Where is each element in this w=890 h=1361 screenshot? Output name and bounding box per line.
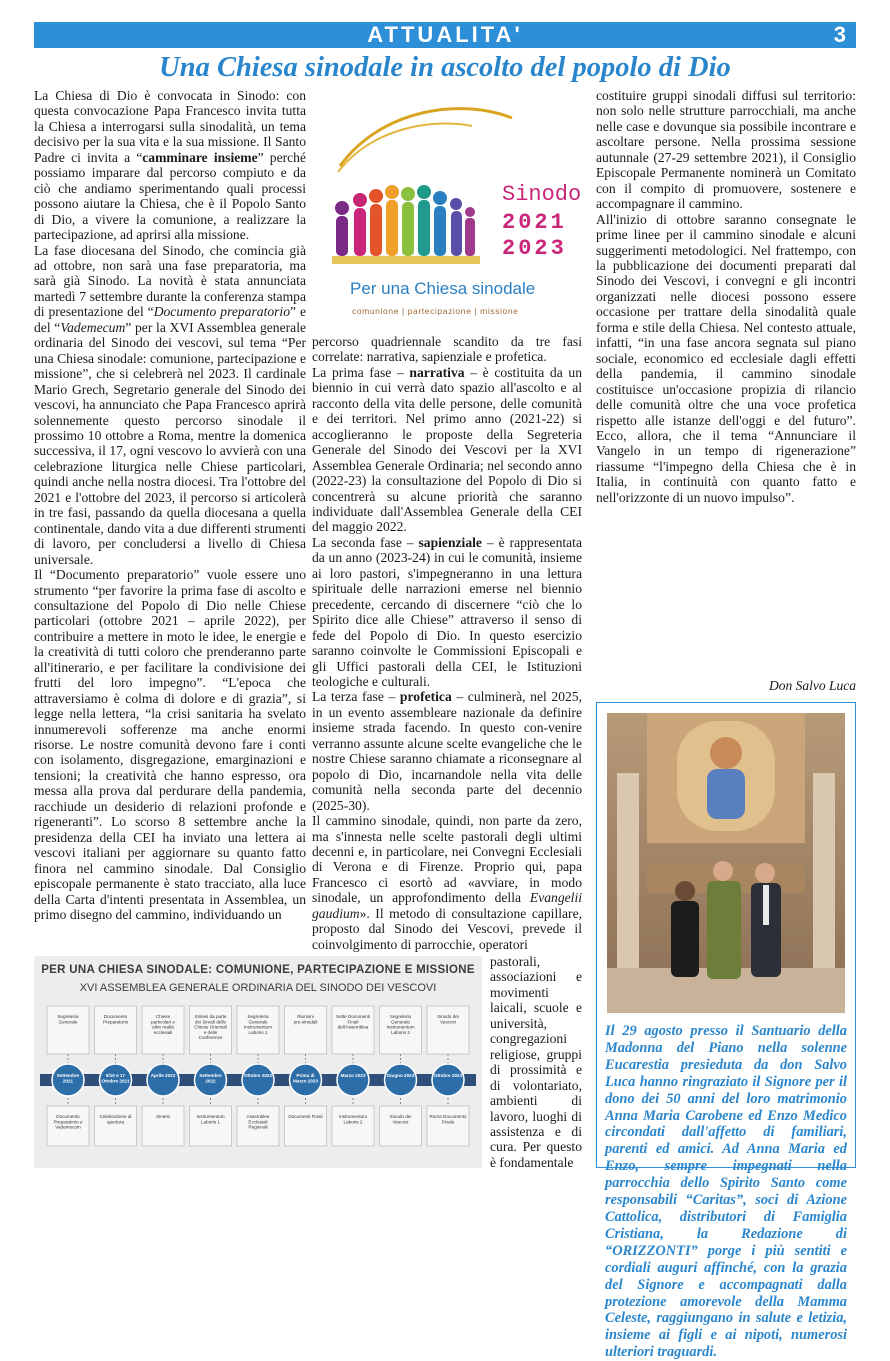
timeline-output-label: Assemblee Ecclesiali Regionali xyxy=(246,1114,270,1130)
section-header-bar xyxy=(34,22,856,48)
church-photo-graphic xyxy=(607,713,845,1013)
timeline-date-marker xyxy=(432,1064,464,1096)
timeline-output-card xyxy=(95,1106,137,1146)
article-headline: Una Chiesa sinodale in ascolto del popolo di Dio xyxy=(159,52,731,83)
logo-year-start: 2021 xyxy=(502,210,567,235)
section-title: ATTUALITA' xyxy=(367,22,523,47)
anniversary-photo xyxy=(607,713,845,1013)
timeline-output-label: Roma Documento Finale xyxy=(429,1114,467,1125)
synod-timeline-infographic xyxy=(34,956,482,1168)
timeline-output-card xyxy=(190,1106,232,1146)
logo-word: Sinodo xyxy=(502,182,582,207)
paragraph: La prima fase – narrativa – è costituita da un biennio in cui verrà dato spazio all'ascolto e al racconto della vita delle persone, delle comunità e dei territori. Nel primo anno (2021-22) si accoglieranno le proposte della Segreteria Generale del Sinodo dei Vescovi per la XVI Assemblea Generale Ordinaria; nel secondo anno (2022-23) la consultazione del Popolo di Dio si concentrerà su alcune priorità che saranno individuate dall'Assemblea Generale della CEI del maggio 2022. xyxy=(312,364,582,535)
sinodo-logo-graphic xyxy=(312,88,582,328)
timeline-step-label: Segreteria Generale Instrumentum Laboris 1 xyxy=(243,1014,273,1035)
timeline-step-label: Sette Documenti Finali dell'Assemblea xyxy=(336,1014,370,1030)
paragraph: La Chiesa di Dio è convocata in Sinodo: con questa convocazione Papa Francesco invita tutta la Chiesa a interrogarsi sulla sinodalità, un tema decisivo per la sua vita e la sua missione. Il Santo Padre ci invita a “camminare insieme” perché possiamo imparare dal percorso compiuto e da ciò che andiamo sperimentando quali processi possono aiutare la Chiesa, che è il Popolo Santo di Dio, a vivere la comunione, a realizzare la partecipazione, ad aprirsi alla missione. xyxy=(34,88,306,243)
timeline-date-label: Marzo 2023 xyxy=(340,1073,366,1078)
timeline-output-label: Instrumentum Laboris 2 xyxy=(338,1114,368,1125)
timeline-step-label: Sinodo dei Vescovi xyxy=(437,1014,459,1025)
logo-subtitle: comunione | partecipazione | missione xyxy=(352,306,519,316)
timeline-date-marker xyxy=(337,1064,369,1096)
paragraph: La fase diocesana del Sinodo, che comincia già ad ottobre, non sarà una fase preparatoria, ma sarà già Sinodo. La novità è stata annunciata martedì 7 settembre durante la conferenza stampa di presentazione del “Documento preparatorio” e del “Vademecum” per la XVI Assemblea generale ordinaria del Sinodo dei vescovi, sul tema “Per una Chiesa sinodale: comunione, partecipazione e missione”, che si celebrerà nel 2023. Il cardinale Mario Grech, Segretario generale del Sinodo dei vescovi, ha annunciato che Papa Francesco aprirà solennemente questo percorso sinodale il prossimo 10 ottobre a Roma, mentre la domenica successiva, il 17, ogni vescovo lo avvierà con una celebrazione liturgica nelle Chiese particolari, quindi anche nella nostra diocesi. Tra l'ottobre del 2021 e l'ottobre del 2023, il percorso si articolerà in tre fasi, passando da quella diocesana a quella continentale, dando vita a due differenti strumenti di lavoro, per concludersi a livello di Chiesa universale. xyxy=(34,242,306,567)
timeline-output-label: Sinodo dei Vescovi xyxy=(389,1114,412,1125)
timeline-date-label: Settembre 2021 xyxy=(56,1073,80,1084)
paragraph: Il “Documento preparatorio” vuole essere uno strumento “per favorire la prima fase di ascolto e consultazione del Popolo di Dio nelle Chiese particolari (ottobre 2021 – aprile 2022), per contribuire a mettere in moto le idee, le energie e la creatività di tutti coloro che prenderanno parte all'itinerario, e per facilitare la condivisione dei frutti del loro impegno”. “L'epoca che attraversiamo è colma di dolore e di grazia”, si legge nella lettera, “la crisi sanitaria ha svelato innumerevoli sofferenze ma anche enormi risorse. Le nostre comunità devono fare i conti con isolamento, disgregazione, emarginazioni e tensioni; la creatività che hanno espresso, ora messa alla prova dal perdurare della pandemia, racchiude un desiderio di relazioni profonde e rigeneranti”. Lo scorso 8 settembre anche la presidenza della CEI ha inviato una lettera ai vescovi italiani per aggiornare su quanto fatto finora nel cammino sinodale. Dal Consiglio episcopale permanente è stato tracciato, alla luce della Carta d'intenti presentata in Assemblea, un primo disegno del cammino, individuando un xyxy=(34,567,306,923)
timeline-date-marker xyxy=(242,1064,274,1096)
paragraph: La terza fase – profetica – culminerà, nel 2025, in un evento assembleare nazionale da definire insieme strada facendo. In questo con-venire verranno assunte alcune scelte evangeliche che le nostre Chiese saranno chiamate a riconsegnare al popolo di Dio, incarnandole nella vita delle comunità nella seconda parte del decennio (2025-30). xyxy=(312,689,582,813)
timeline-step-label: Documento Preparatorio xyxy=(102,1014,129,1025)
timeline-date-marker xyxy=(385,1064,417,1096)
timeline-step-label: Segreteria Generale Instrumentum Laboris 2 xyxy=(386,1014,415,1035)
paragraph: costituire gruppi sinodali diffusi sul territorio: non solo nelle strutture parrocchiali, ma anche nelle case e dovunque sia possibile incontrare e ascoltare persone. Nella prossima sessione autunnale (27-29 settembre 2021), il Consiglio Episcopale Permanente nominerà un Comitato con il compito di promuovere, sostenere e accompagnare il cammino. xyxy=(596,88,856,212)
timeline-date-label: Settembre 2022 xyxy=(199,1073,222,1084)
paragraph: pastorali, associazioni e movimenti laicali, scuole e università, congregazioni religiose, gruppi di prossimità e di volontariato, ambienti di lavoro, luoghi di assistenza e di cura. Per questo è fondamentale xyxy=(490,954,582,1170)
timeline-date-label: 9/10 e 17 Ottobre 2021 xyxy=(101,1073,130,1084)
photo-caption: Il 29 agosto presso il Santuario della Madonna del Piano nella solenne Eucarestia presieduta da don Salvo Luca hanno ringraziato il Signore per il dono dei 50 anni del loro matrimonio Anna Maria Carobene ed Enzo Medico circondati dall'affetto di familiari, parenti ed amici. Ad Anna Maria ed Enzo, sempre impegnati nella parrocchia dello Spirito Santo come responsabili “Caritas”, soci di Azione Cattolica, distributori di Famiglia Cristiana, la Redazione di “ORIZZONTI” porge i più sentiti e cordiali auguri affinché, con la grazia del Signore e accompagnati dalla protezione amorevole della Mamma Celeste, raggiungano in salute e letizia, insieme ai figli e ai nipoti, numerosi ulteriori traguardi. xyxy=(605,1023,847,1361)
timeline-date-label: Ottobre 2022 xyxy=(243,1073,273,1078)
timeline-output-card xyxy=(427,1106,469,1146)
timeline-output-card xyxy=(285,1106,327,1146)
paragraph: percorso quadriennale scandito da tre fasi correlate: narrativa, sapienziale e profetica. xyxy=(312,334,582,365)
timeline-output-card xyxy=(332,1106,374,1146)
timeline-date-marker xyxy=(147,1064,179,1096)
paragraph: La seconda fase – sapienziale – è rappresentata da un anno (2023-24) in cui le comunità, insieme ai loro pastori, s'impegneranno in una lettura spirituale delle narrazioni emerse nel biennio precedente, cercando di discernere “ciò che lo Spirito dice alle Chiese” attraverso il senso di fede del Popolo di Dio. In questo esercizio saranno coinvolte le Commissioni Episcopali e gli Uffici pastorali della CEI, le Istituzioni teologiche e culturali. xyxy=(312,534,582,689)
sinodo-logo xyxy=(312,88,582,328)
timeline-output-label: Celebrazione di apertura xyxy=(99,1114,132,1125)
paragraph: All'inizio di ottobre saranno consegnate le prime linee per il cammino sinodale e alcuni suggerimenti metodologici. Nel frattempo, con la pubblicazione dei documenti preparati dal Sinodo dei Vescovi, i convegni e gli incontri organizzati nelle diocesi possono essere occasione per trattare della sinodalità quale forma e stile della Chiesa. Nel contesto attuale, infatti, “in una fase ancora segnata sul piano sociale, economico ed ecclesiale dagli effetti della pandemia, il cammino sinodale costituisce un'occasione propizia di rilancio delle comunità oltre che una voce profetica rispetto alle istanze dell'oggi e del futuro”. Ecco, allora, che il tema “Annunciare il Vangelo in un tempo di rigenerazione” riassume “l'impegno della Chiesa che è in Italia, in continuità con quanto fatto e nell'orizzonte di un nuovo impulso”. xyxy=(596,211,856,505)
timeline-output-label: Sintesi xyxy=(156,1114,170,1119)
timeline-step-label: Segreteria Generale xyxy=(57,1014,79,1025)
author-signature: Don Salvo Luca xyxy=(769,678,856,693)
timeline-date-label: Ottobre 2023 xyxy=(433,1073,463,1078)
timeline-date-label: Aprile 2022 xyxy=(150,1073,176,1078)
timeline-output-card xyxy=(380,1106,422,1146)
article-column-2 xyxy=(312,334,582,952)
infographic-title: PER UNA CHIESA SINODALE: COMUNIONE, PARTECIPAZIONE E MISSIONE xyxy=(41,964,475,976)
paragraph: Il cammino sinodale, quindi, non parte da zero, ma s'innesta nelle scelte pastorali degli ultimi decenni e, in particolare, nei Convegni Ecclesiali di Verona e di Firenze. Proprio qui, papa Francesco ci esortò ad «avviare, in modo sinodale, un approfondimento della Evangelii gaudium». Il metodo di consultazione capillare, proposto dal Sinodo dei Vescovi, prevede il coinvolgimento di parrocchie, operatori xyxy=(312,813,582,952)
timeline-output-card xyxy=(142,1106,184,1146)
page-number: 3 xyxy=(833,22,846,47)
timeline-date-label: Giugno 2023 xyxy=(386,1073,415,1078)
infographic-subtitle: XVI ASSEMBLEA GENERALE ORDINARIA DEL SINODO DEI VESCOVI xyxy=(79,982,437,994)
timeline-date-label: Prima di Marzo 2023 xyxy=(293,1073,318,1084)
timeline-step-label: Riunioni pre-sinodali xyxy=(293,1014,318,1025)
timeline-output-label: Documento Preparatorio e Vademecum xyxy=(53,1114,83,1130)
article-column-3 xyxy=(596,88,856,505)
article-column-2-continued xyxy=(490,954,582,1170)
anniversary-photo-box xyxy=(596,702,856,1361)
timeline-graphic xyxy=(34,956,482,1168)
timeline-output-label: Instrumentum Laboris 1 xyxy=(196,1114,225,1125)
timeline-step-label: Sintesi da parte dei Sinodi delle Chiese Orientali e delle Conferenze xyxy=(194,1014,227,1041)
timeline-step-label: Chiese particolari e altre realtà ecclesiali xyxy=(151,1014,175,1035)
timeline-output-label: Documenti Finali xyxy=(288,1114,323,1119)
logo-year-end: 2023 xyxy=(502,236,567,261)
logo-tagline: Per una Chiesa sinodale xyxy=(350,279,536,298)
